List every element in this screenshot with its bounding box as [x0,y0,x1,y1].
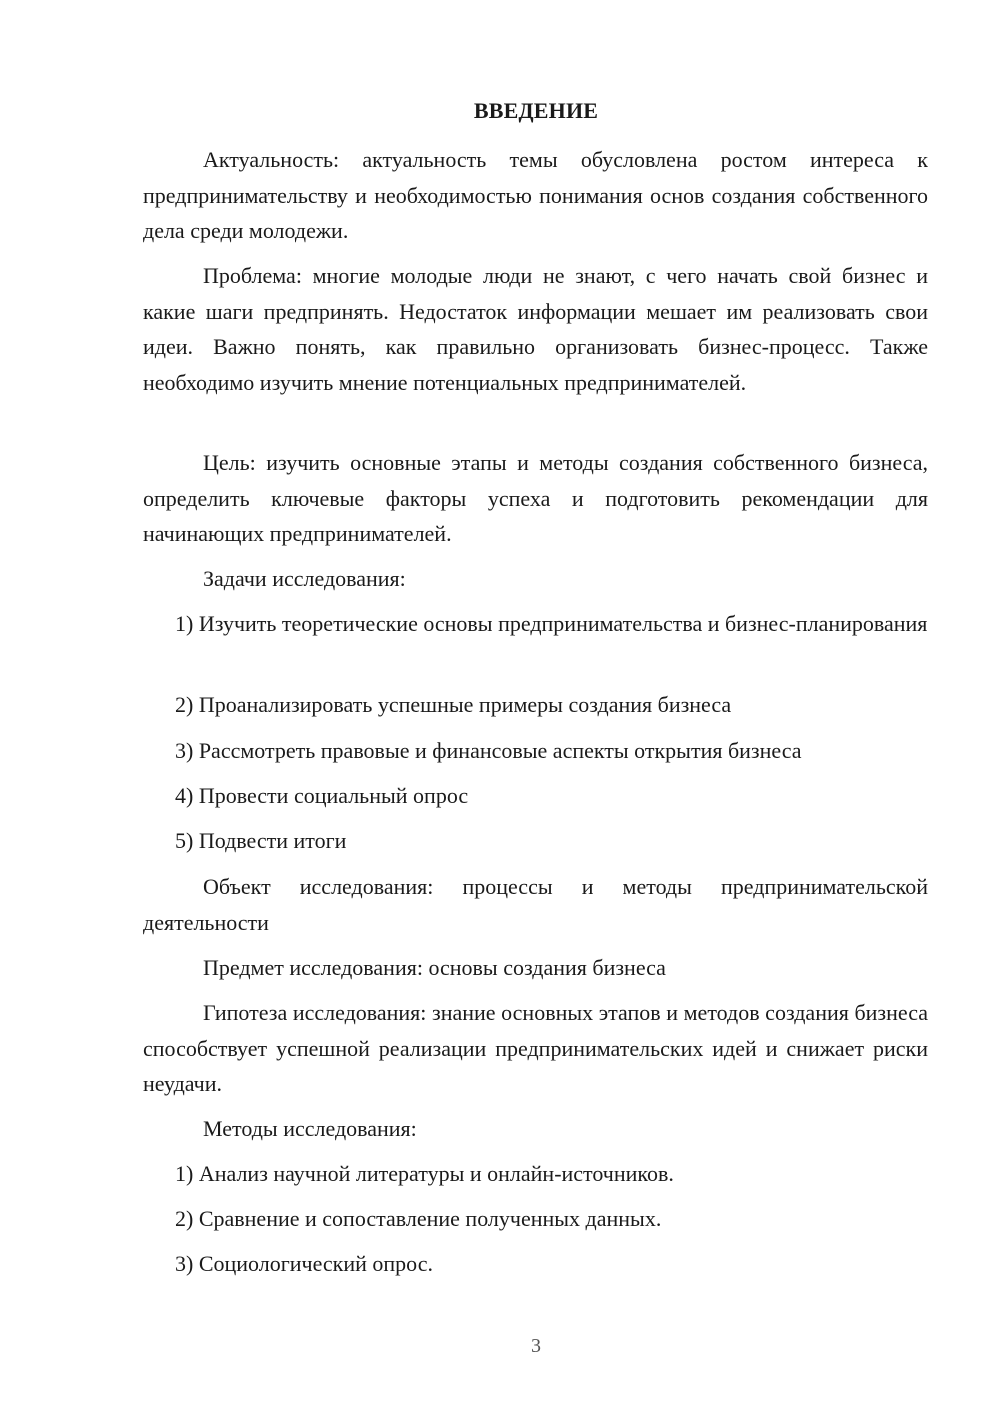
paragraph-relevance: Актуальность: актуальность темы обусловлена ростом интереса к предпринимательству и необходимостью понимания основ создания собственного дела среди молодежи. [143,147,928,243]
task-item-2: 2) Проанализировать успешные примеры создания бизнеса [175,692,732,717]
task-item-3: 3) Рассмотреть правовые и финансовые аспекты открытия бизнеса [175,738,802,763]
section-title: ВВЕДЕНИЕ [473,98,599,123]
paragraph-subject: Предмет исследования: основы создания бизнеса [203,955,666,980]
paragraph-goal: Цель: изучить основные этапы и методы создания собственного бизнеса, определить ключевые факторы успеха и подготовить рекомендации для начинающих предпринимателей. [143,450,928,546]
page-number: 3 [531,1335,541,1357]
paragraph-object: Объект исследования: процессы и методы предпринимательской деятельности [143,874,928,935]
paragraph-hypothesis: Гипотеза исследования: знание основных этапов и методов создания бизнеса способствует успешной реализации предпринимательских идей и снижает риски неудачи. [143,1000,928,1096]
methods-heading: Методы исследования: [203,1116,417,1141]
task-item-1: 1) Изучить теоретические основы предпринимательства и бизнес-планирования [175,611,928,636]
method-item-3: 3) Социологический опрос. [175,1251,433,1276]
paragraph-problem: Проблема: многие молодые люди не знают, с чего начать свой бизнес и какие шаги предпринять. Недостаток информации мешает им реализовать свои идеи. Важно понять, как правильно организовать бизнес-процесс. Также необходимо изучить мнение потенциальных предпринимателей. [143,263,928,395]
tasks-heading: Задачи исследования: [203,566,406,591]
method-item-1: 1) Анализ научной литературы и онлайн-источников. [175,1161,674,1186]
method-item-2: 2) Сравнение и сопоставление полученных данных. [175,1206,662,1231]
task-item-5: 5) Подвести итоги [175,828,347,853]
task-item-4: 4) Провести социальный опрос [175,783,469,808]
